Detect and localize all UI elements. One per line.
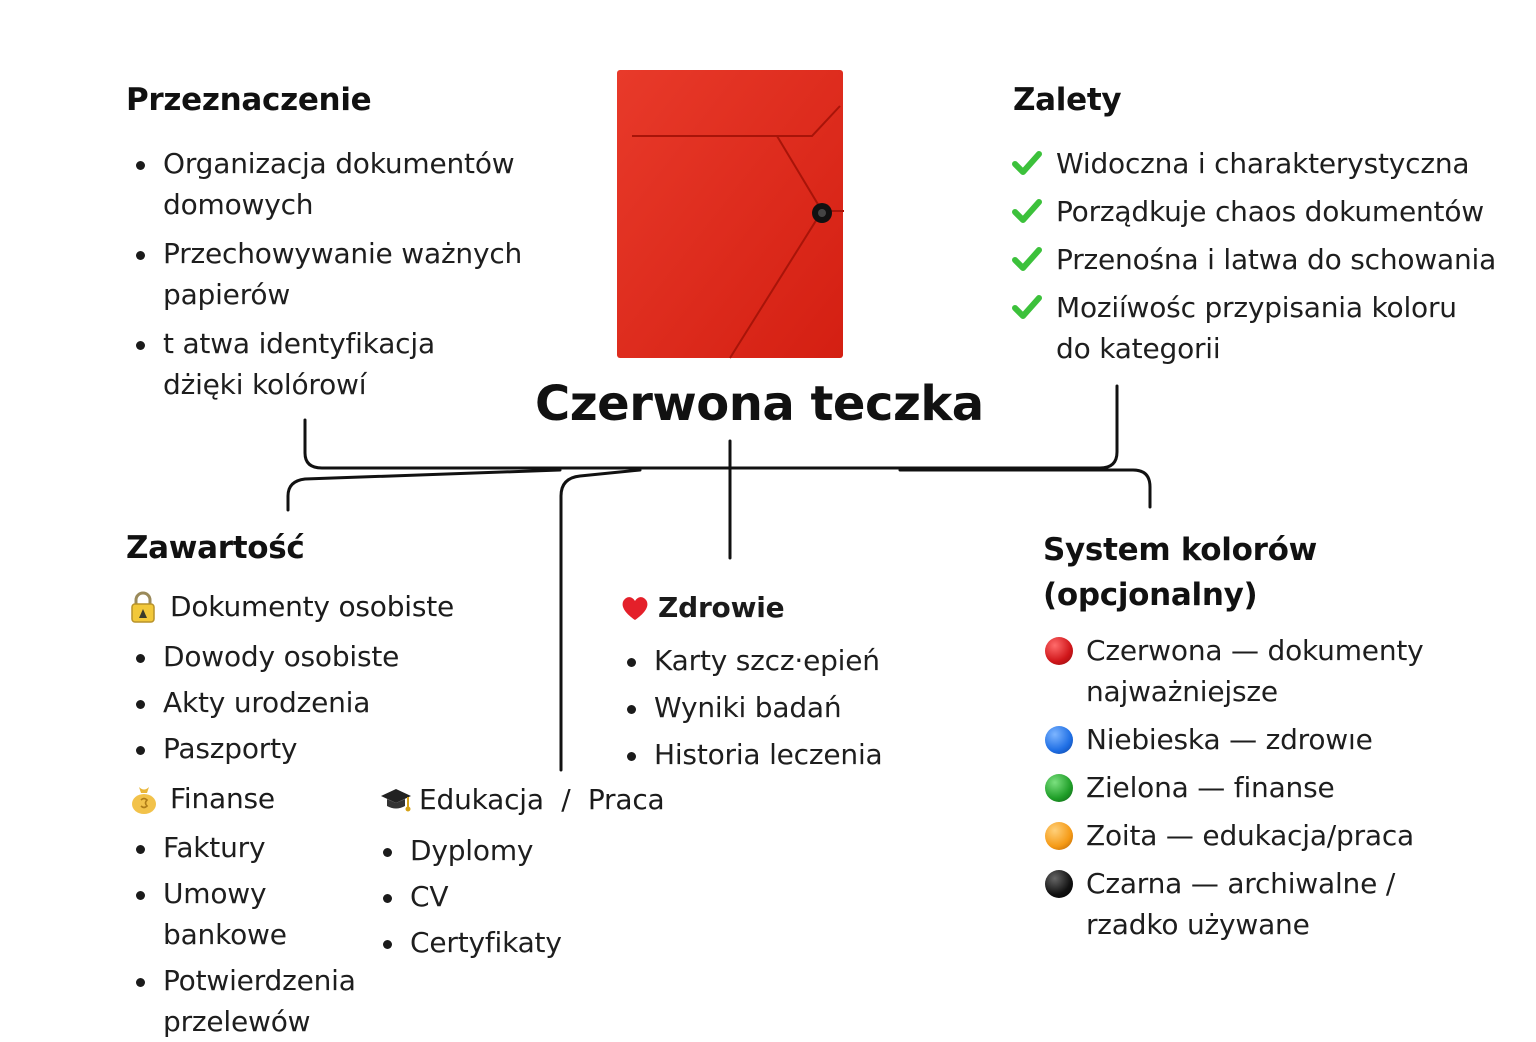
- list-item: t atwa identyfikacja dżięki kolórowí: [126, 323, 453, 405]
- check-icon: [1012, 245, 1042, 273]
- green-circle-icon: [1045, 774, 1073, 802]
- color-system-heading-line2: (opcjonalny): [1043, 577, 1258, 613]
- list-item: Certyfikaty: [373, 922, 562, 963]
- red-folder-image: [612, 66, 848, 364]
- color-system-heading: [1043, 528, 1317, 618]
- education-heading: [379, 783, 664, 816]
- purpose-list: [126, 143, 536, 405]
- blue-circle-icon: [1045, 726, 1073, 754]
- list-item: Potwierdzenia przelewów: [126, 960, 368, 1042]
- advantage-text: Porządkuje chaos dokumentów: [1056, 195, 1484, 228]
- lock-icon: [130, 591, 156, 623]
- color-item-orange: [1043, 815, 1443, 856]
- list-item: Wyniki badań: [617, 687, 883, 728]
- diagram-title: Czerwona teczka: [535, 376, 984, 432]
- finance-heading: [130, 782, 275, 815]
- color-item-text: Niebieska — zdrowıe: [1086, 723, 1373, 756]
- education-label: Edukacja / Praca: [419, 783, 665, 816]
- list-item: Historia leczenia: [617, 734, 883, 775]
- list-item: Umowy bankowe: [126, 873, 396, 955]
- black-circle-icon: [1045, 870, 1073, 898]
- list-item: [1012, 191, 1512, 232]
- list-item: Faktury: [126, 827, 396, 868]
- advantage-text: Moziíwośc przypisania koloru do kategorii: [1056, 291, 1457, 365]
- education-list: [373, 830, 562, 963]
- list-item: Przechowywanie ważnych papierów: [126, 233, 536, 315]
- color-item-green: [1043, 767, 1443, 808]
- check-icon: [1012, 197, 1042, 225]
- personal-docs-heading: [130, 590, 454, 623]
- list-item: [1012, 143, 1512, 184]
- money-bag-icon: [130, 783, 158, 815]
- advantages-list: [1012, 143, 1512, 376]
- list-item: CV: [373, 876, 562, 917]
- personal-docs-label: Dokumenty osobiste: [170, 590, 455, 623]
- check-icon: [1012, 149, 1042, 177]
- check-icon: [1012, 293, 1042, 321]
- orange-circle-icon: [1045, 822, 1073, 850]
- health-label: Zdrowie: [658, 591, 785, 624]
- color-item-red: [1043, 630, 1443, 712]
- color-item-text: Czerwona — dokumenty najważniejsze: [1086, 634, 1424, 708]
- health-heading: [620, 591, 784, 624]
- color-system-heading-line1: System kolorów: [1043, 532, 1317, 568]
- color-item-text: Zielona — finanse: [1086, 771, 1335, 804]
- color-system-list: [1043, 630, 1443, 952]
- personal-docs-list: [126, 636, 399, 769]
- list-item: [1012, 287, 1476, 369]
- list-item: Dowody osobiste: [126, 636, 399, 677]
- advantages-heading: Zalety: [1013, 82, 1122, 118]
- list-item: Paszporty: [126, 728, 399, 769]
- graduation-cap-icon: [379, 785, 413, 815]
- heart-icon: [620, 594, 650, 622]
- color-item-text: Czarna — archiwalne / rzadko używane: [1086, 867, 1396, 941]
- color-item-blue: [1043, 719, 1443, 760]
- contents-heading: Zawartość: [126, 530, 305, 566]
- list-item: [1012, 239, 1512, 280]
- list-item: Karty szcz·epień: [617, 640, 883, 681]
- list-item: Organizacja dokumentów domowych: [126, 143, 536, 225]
- red-circle-icon: [1045, 637, 1073, 665]
- advantage-text: Przenośna i latwa do schowania: [1056, 243, 1497, 276]
- health-list: [617, 640, 883, 775]
- list-item: Dyplomy: [373, 830, 562, 871]
- finance-list: [126, 827, 396, 1042]
- advantage-text: Widoczna i charakterystyczna: [1056, 147, 1470, 180]
- purpose-heading: Przeznaczenie: [126, 82, 372, 118]
- color-item-black: [1043, 863, 1396, 945]
- color-item-text: Zoita — edukacja/praca: [1086, 819, 1415, 852]
- list-item: Akty urodzenia: [126, 682, 399, 723]
- finance-label: Finanse: [170, 782, 275, 815]
